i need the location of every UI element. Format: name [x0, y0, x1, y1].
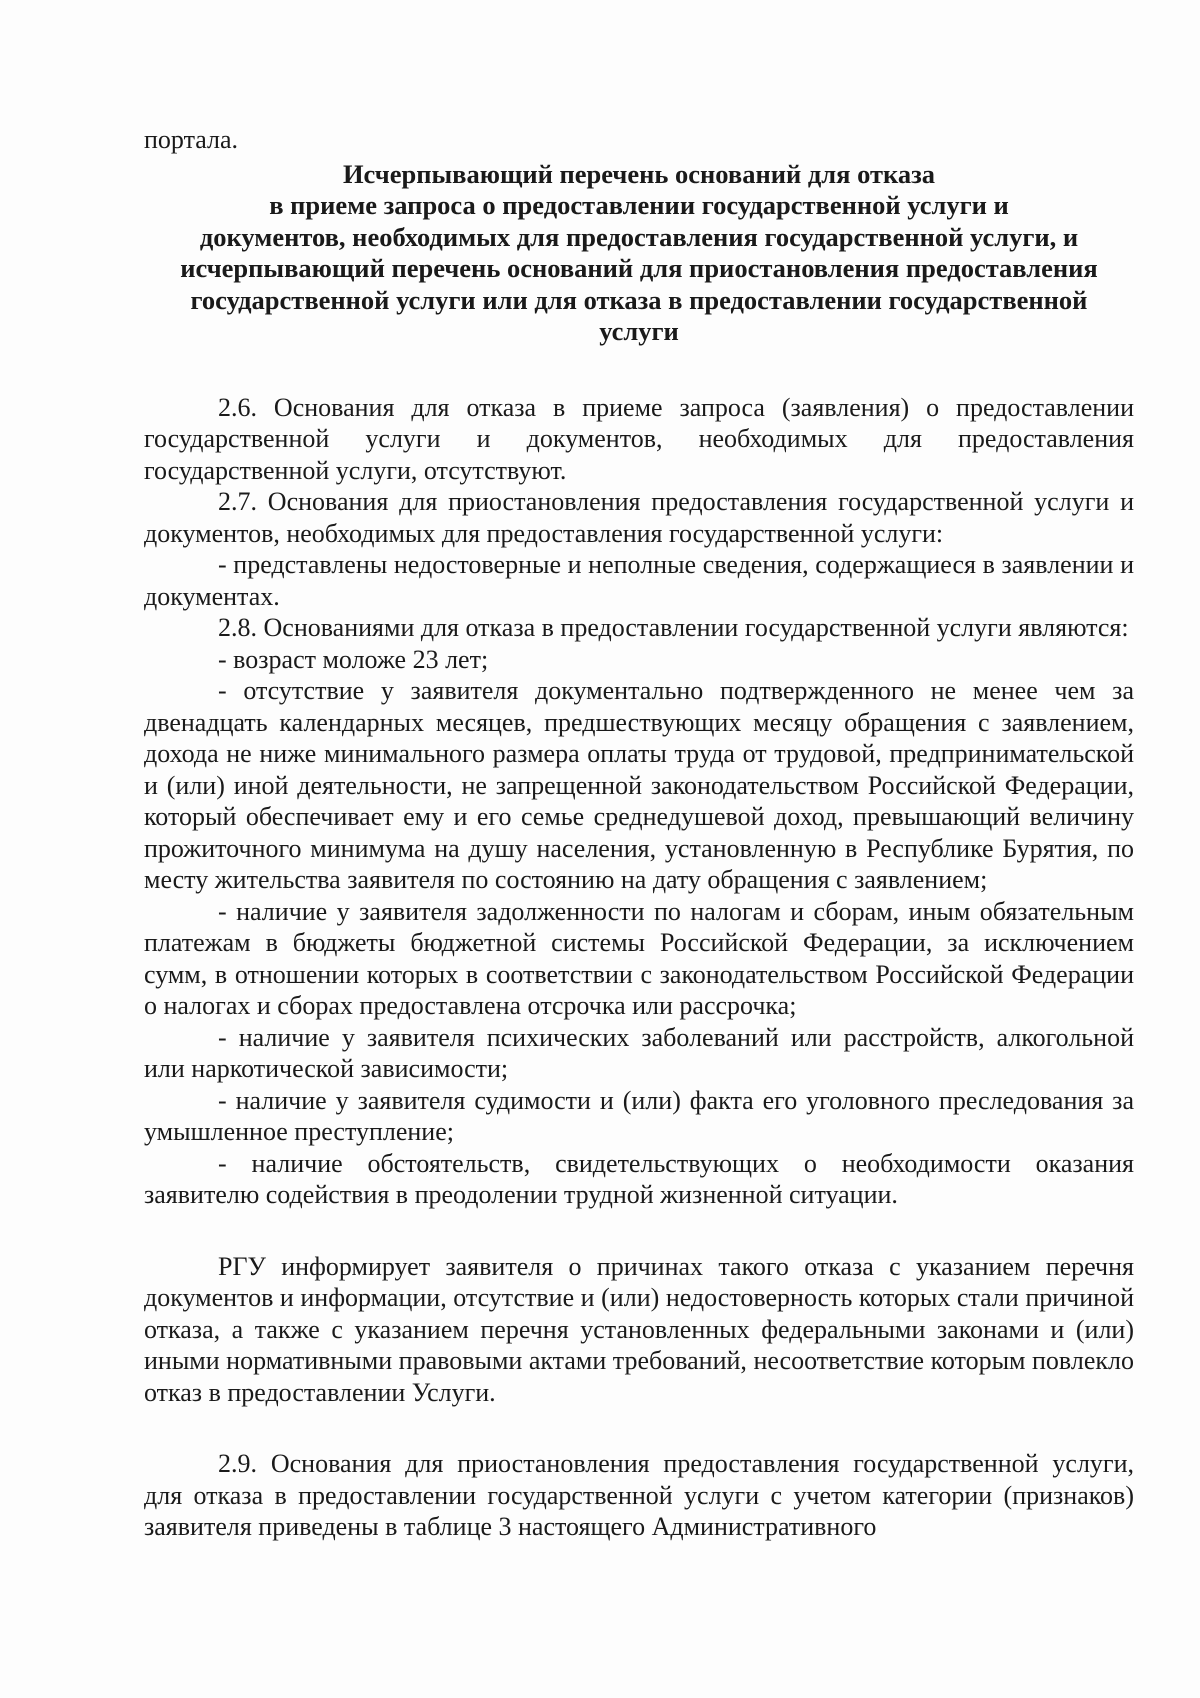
bullet-2-8-2: - отсутствие у заявителя документально подтвержденного не менее чем за двенадцать календарных месяцев, предшествующих месяцу обращения с заявлением, дохода не ниже минимального размера оплаты труда от трудовой, предпринимательской и (или) иной деятельности, не запрещенной законодательством Российской Федерации, который обеспечивает ему и его семье среднедушевой доход, превышающий величину прожиточного минимума на душу населения, установленную в Республике Бурятия, по месту жительства заявителя по состоянию на дату обращения с заявлением;	[144, 676, 1134, 894]
heading-line-1: Исчерпывающий перечень оснований для отказа	[342, 158, 936, 189]
spacer	[144, 1211, 1134, 1251]
document-body	[144, 124, 1134, 1543]
bullet-2-8-3: - наличие у заявителя задолженности по налогам и сборам, иным обязательным платежам в бюджеты бюджетной системы Российской Федерации, за исключением сумм, в отношении которых в соответствии с законодательством Российской Федерации о налогах и сборах предоставлена отсрочка или рассрочка;	[144, 896, 1134, 1020]
paragraph-2-9: 2.9. Основания для приостановления предоставления государственной услуги, для отказа в предоставлении государственной услуги с учетом категории (признаков) заявителя приведены в таблице 3 настоящего Административного	[144, 1449, 1134, 1541]
heading-line-2: в приеме запроса о предоставлении государственной услуги и	[269, 190, 1009, 220]
paragraph-2-7: 2.7. Основания для приостановления предоставления государственной услуги и документов, необходимых для предоставления государственной услуги:	[144, 487, 1134, 548]
bullet-2-8-6: - наличие обстоятельств, свидетельствующих о необходимости оказания заявителю содействия в преодолении трудной жизненной ситуации.	[144, 1148, 1134, 1209]
bullet-2-8-4: - наличие у заявителя психических заболеваний или расстройств, алкогольной или наркотической зависимости;	[144, 1022, 1134, 1083]
section-heading	[144, 159, 1134, 348]
paragraph-2-8: 2.8. Основаниями для отказа в предоставлении государственной услуги являются:	[218, 613, 1129, 642]
lead-text: портала.	[144, 125, 239, 154]
heading-line-6: услуги	[599, 316, 679, 346]
bullet-2-7-1: - представлены недостоверные и неполные сведения, содержащиеся в заявлении и документах.	[144, 550, 1134, 611]
heading-line-5: государственной услуги или для отказа в предоставлении государственной	[190, 284, 1088, 315]
paragraph-rgu-notice: РГУ информирует заявителя о причинах такого отказа с указанием перечня документов и информации, отсутствие и (или) недостоверность которых стали причиной отказа, а также с указанием перечня установленных федеральными законами и (или) иными нормативными правовыми актами требований, несоответствие которым повлекло отказ в предоставлении Услуги.	[144, 1251, 1134, 1407]
heading-line-4: исчерпывающий перечень оснований для приостановления предоставления	[180, 253, 1098, 283]
spacer	[144, 1408, 1134, 1448]
paragraph-2-6: 2.6. Основания для отказа в приеме запроса (заявления) о предоставлении государственной услуги и документов, необходимых для предоставления государственной услуги, отсутствуют.	[144, 392, 1134, 485]
bullet-2-8-5: - наличие у заявителя судимости и (или) факта его уголовного преследования за умышленное преступление;	[144, 1085, 1134, 1146]
bullet-2-8-1: - возраст моложе 23 лет;	[218, 644, 489, 674]
spacer	[144, 348, 1134, 392]
heading-line-3: документов, необходимых для предоставления государственной услуги, и	[199, 221, 1079, 252]
